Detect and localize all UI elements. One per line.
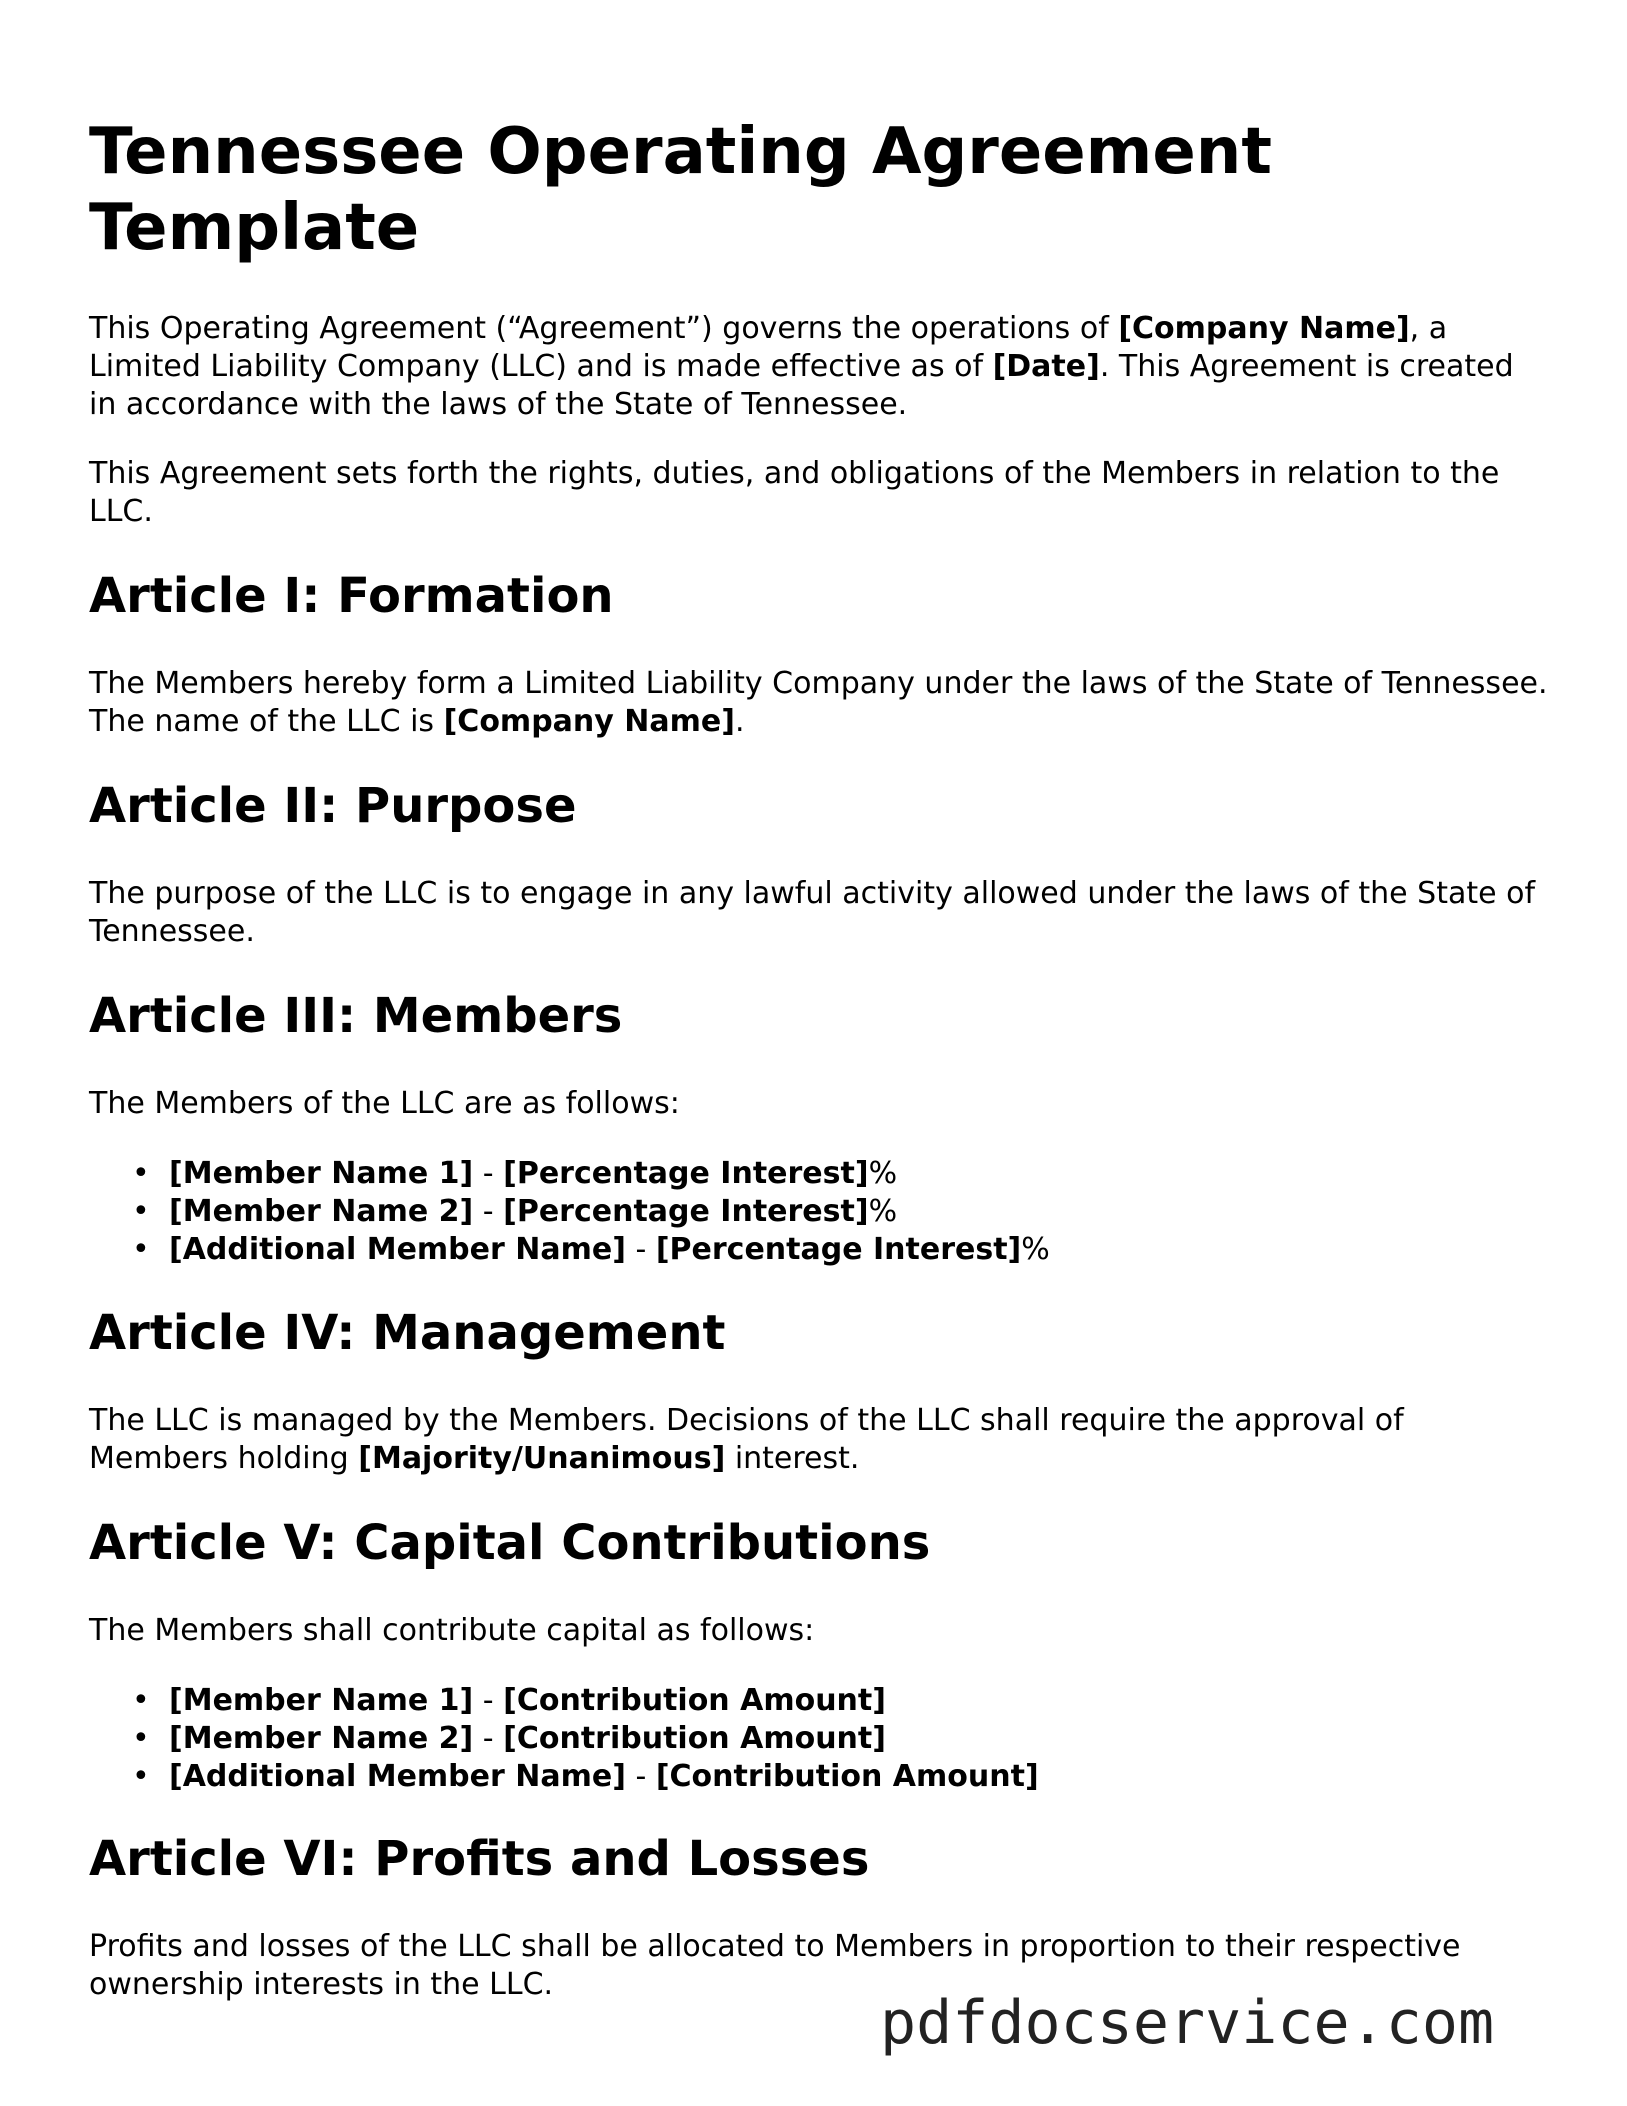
article-5-heading: Article V: Capital Contributions bbox=[89, 1515, 931, 1571]
list-item: • [Member Name 2] - [Percentage Interest]% bbox=[132, 1194, 898, 1229]
article-6-text: Profits and losses of the LLC shall be allocated to Members in proportion to their respective ownership interests in the LLC. bbox=[89, 1929, 1461, 2002]
article-5-text: The Members shall contribute capital as follows: bbox=[89, 1613, 815, 1648]
bullet-icon: • bbox=[132, 1759, 150, 1794]
article-6-heading: Article VI: Profits and Losses bbox=[89, 1831, 870, 1887]
article-2-heading: Article II: Purpose bbox=[89, 778, 577, 834]
bullet-icon: • bbox=[132, 1194, 150, 1229]
members-list bbox=[89, 1155, 1489, 1269]
list-item: • [Additional Member Name] - [Contribution Amount] bbox=[132, 1759, 1039, 1794]
article-4-text: The LLC is managed by the Members. Decisions of the LLC shall require the approval of Members holding [Majority/Unanimous] interest. bbox=[89, 1403, 1404, 1476]
article-3-text: The Members of the LLC are as follows: bbox=[89, 1086, 680, 1121]
article-4-heading: Article IV: Management bbox=[89, 1305, 726, 1361]
approval-placeholder: [Majority/Unanimous] bbox=[358, 1441, 726, 1476]
article-3-heading: Article III: Members bbox=[89, 988, 623, 1044]
list-item: • [Member Name 2] - [Contribution Amount] bbox=[132, 1721, 886, 1756]
watermark: pdfdocservice.com bbox=[880, 1988, 1495, 2058]
company-name-placeholder: [Company Name] bbox=[443, 704, 735, 739]
bullet-icon: • bbox=[132, 1156, 150, 1191]
list-item: • [Member Name 1] - [Contribution Amount] bbox=[132, 1683, 886, 1718]
intro-paragraph-1: This Operating Agreement (“Agreement”) governs the operations of [Company Name], a Limited Liability Company (LLC) and is made effective as of [Date]. This Agreement is created in accordance with the laws of the State of Tennessee. bbox=[89, 311, 1514, 422]
bullet-icon: • bbox=[132, 1232, 150, 1267]
bullet-icon: • bbox=[132, 1721, 150, 1756]
company-name-placeholder: [Company Name] bbox=[1118, 311, 1410, 346]
bullet-icon: • bbox=[132, 1683, 150, 1718]
list-item: • [Member Name 1] - [Percentage Interest]% bbox=[132, 1156, 898, 1191]
contributions-list bbox=[89, 1682, 1489, 1796]
article-1-heading: Article I: Formation bbox=[89, 568, 614, 624]
list-item: • [Additional Member Name] - [Percentage Interest]% bbox=[132, 1232, 1050, 1267]
date-placeholder: [Date] bbox=[992, 349, 1100, 384]
page-title: Tennessee Operating Agreement Template bbox=[89, 115, 1272, 265]
intro-paragraph-2: This Agreement sets forth the rights, duties, and obligations of the Members in relation to the LLC. bbox=[89, 456, 1500, 529]
article-1-text: The Members hereby form a Limited Liability Company under the laws of the State of Tennessee. The name of the LLC is [Company Name]. bbox=[89, 666, 1548, 739]
article-2-text: The purpose of the LLC is to engage in any lawful activity allowed under the laws of the State of Tennessee. bbox=[89, 876, 1536, 949]
